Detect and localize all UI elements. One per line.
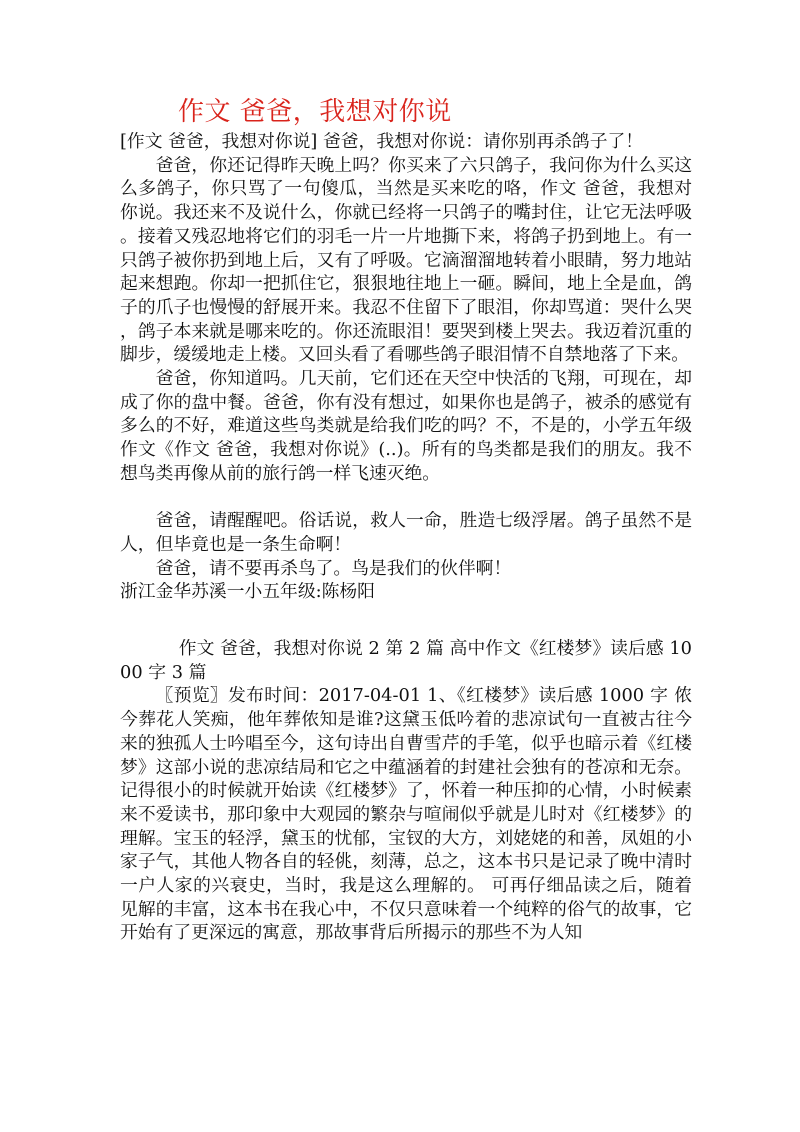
second-article-heading: 作文 爸爸，我想对你说 2 第 2 篇 高中作文《红楼梦》读后感 1000 字 3 篇 bbox=[120, 638, 692, 683]
author-line: 浙江金华苏溪一小五年级:陈杨阳 bbox=[120, 581, 375, 603]
paragraph-3: 爸爸，请醒醒吧。俗话说，救人一命，胜造七级浮屠。鸽子虽然不是人，但毕竟也是一条生命啊！ bbox=[120, 510, 692, 555]
section-gap bbox=[120, 604, 692, 637]
paragraph-gap bbox=[120, 486, 692, 510]
paragraph-4: 爸爸，请不要再杀鸟了。鸟是我们的伙伴啊！ bbox=[155, 557, 512, 579]
document-body bbox=[120, 130, 692, 945]
paragraph-2: 爸爸，你知道吗。几天前，它们还在天空中快活的飞翔，可现在，却成了你的盘中餐。爸爸，你有没有想过，如果你也是鸽子，被杀的感觉有多么的不好，难道这些鸟类就是给我们吃的吗？不，不是的，小学五年级作文《作文 爸爸，我想对你说》(..)。所有的鸟类都是我们的朋友。我不想鸟类再像从前的旅行鸽一样飞速灭绝。 bbox=[120, 368, 692, 484]
paragraph-1: 爸爸，你还记得昨天晚上吗？你买来了六只鸽子，我问你为什么买这么多鸽子，你只骂了一句傻瓜，当然是买来吃的咯，作文 爸爸，我想对你说。我还来不及说什么，你就已经将一只鸽子的嘴封住，让它无法呼吸。接着又残忍地将它们的羽毛一片一片地撕下来，将鸽子扔到地上。有一只鸽子被你扔到地上后，又有了呼吸。它滴溜溜地转着小眼睛，努力地站起来想跑。你却一把抓住它，狠狠地往地上一砸。瞬间，地上全是血，鸽子的爪子也慢慢的舒展开来。我忍不住留下了眼泪，你却骂道：哭什么哭，鸽子本来就是哪来吃的。你还流眼泪！要哭到楼上哭去。我迈着沉重的脚步，缓缓地走上楼。又回头看了看哪些鸽子眼泪情不自禁地落了下来。 bbox=[120, 154, 692, 366]
intro-line: [作文 爸爸，我想对你说] 爸爸，我想对你说：请你别再杀鸽子了！ bbox=[120, 131, 644, 152]
second-article-body: 〖预览〗发布时间：2017-04-01 1、《红楼梦》读后感 1000 字 侬今葬花人笑痴，他年葬侬知是谁?这黛玉低吟着的悲凉试句一直被古往今来的独孤人士吟唱至今，这句诗出自曹雪芹的手笔，似乎也暗示着《红楼梦》这部小说的悲凉结局和它之中蕴涵着的封建社会独有的苍凉和无奈。 记得很小的时候就开始读《红楼梦》了，怀着一种压抑的心情，小时候素来不爱读书，那印象中大观园的繁杂与喧闹似乎就是儿时对《红楼梦》的理解。宝玉的轻浮，黛玉的忧郁，宝钗的大方，刘姥姥的和善，凤姐的小家子气，其他人物各自的轻佻，刻薄，总之，这本书只是记录了晚中清时一户人家的兴衰史，当时，我是这么理解的。 可再仔细品读之后，随着见解的丰富，这本书在我心中，不仅只意味着一个纯粹的俗气的故事，它开始有了更深远的寓意，那故事背后所揭示的那些不为人知 bbox=[120, 685, 692, 944]
document-title: 作文 爸爸，我想对你说 bbox=[178, 97, 452, 127]
